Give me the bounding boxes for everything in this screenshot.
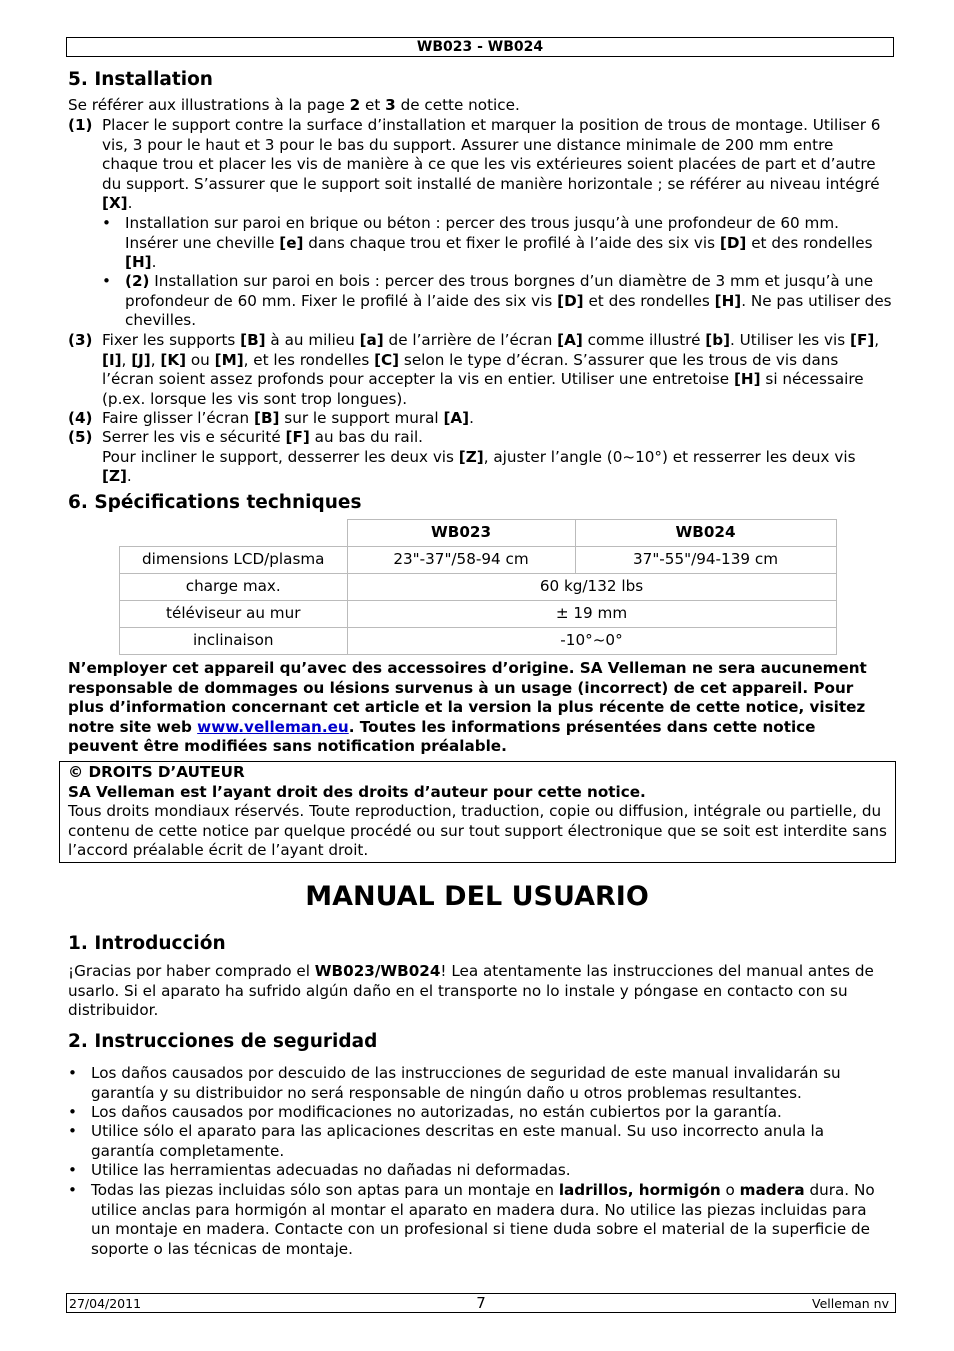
intro-paragraph-es: ¡Gracias por haber comprado el WB023/WB024! Lea atentamente las instrucciones del manual antes de usarlo. Si el aparato ha sufrido algún daño en el transporte no lo instale y póngase en contacto con su distribuidor. [68, 962, 874, 1019]
table-row: charge max. 60 kg/132 lbs [120, 574, 837, 601]
table-row: dimensions LCD/plasma 23"-37"/58-94 cm 37"-55"/94-139 cm [120, 547, 837, 574]
copyright-title: © DROITS D’AUTEUR [68, 763, 245, 781]
table-row: inclinaison -10°~0° [120, 628, 837, 655]
specs-heading: 6. Spécifications techniques [68, 492, 362, 513]
bullet-icon: • [68, 1103, 77, 1121]
copyright-subtitle: SA Velleman est l’ayant droit des droits d’auteur pour cette notice. [68, 782, 646, 801]
installation-heading: 5. Installation [68, 69, 213, 90]
spec-col-wb023: WB023 [347, 520, 575, 547]
installation-intro: Se référer aux illustrations à la page 2 et 3 de cette notice. [68, 96, 520, 114]
step-3: (3) Fixer les supports [B] à au milieu [a] de l’arrière de l’écran [A] comme illustré [b]. Utiliser les vis [F], [I], [J], [K] ou [M], et les rondelles [C] selon le type d’écran. S’assurer que les trous de vis dans l’écran soient assez profonds pour accepter la vis en entier. Utiliser une entretoise [H] si nécessaire (p.ex. lorsque les vis sont trop longues). [68, 331, 880, 408]
bullet-wood: • (2) Installation sur paroi en bois : percer des trous borgnes d’un diamètre de 3 mm et jusqu’à une profondeur de 60 mm. Fixer le profilé à l’aide des six vis [D] et des rondelles [H]. Ne pas utiliser des chevilles. [102, 272, 892, 329]
bullet-icon: • [68, 1161, 77, 1179]
bullet-icon: • [102, 214, 111, 232]
list-item: • Los daños causados por modificaciones no autorizadas, no están cubiertos por la garantía. [68, 1103, 782, 1121]
page-header [66, 37, 894, 57]
specs-table [119, 519, 837, 655]
bullet-brick: • Installation sur paroi en brique ou béton : percer des trous jusqu’à une profondeur de 60 mm. Insérer une cheville [e] dans chaque trou et fixer le profilé à l’aide des six vis [D] et des rondelles [H]. [102, 214, 873, 271]
list-item: • Utilice las herramientas adecuadas no dañadas ni deformadas. [68, 1161, 571, 1179]
page-footer [66, 1293, 896, 1313]
step-4: (4) Faire glisser l’écran [B] sur le support mural [A]. [68, 409, 474, 427]
velleman-link[interactable]: www.velleman.eu [197, 717, 349, 736]
step-5: (5) Serrer les vis e sécurité [F] au bas du rail. Pour incliner le support, desserrer les deux vis [Z], ajuster l’angle (0~10°) et resserrer les deux vis [Z]. [68, 428, 856, 485]
step-1: (1) Placer le support contre la surface d’installation et marquer la position de trous de montage. Utiliser 6 vis, 3 pour le haut et 3 pour le bas du support. Assurer une distance minimale de 200 mm entre chaque trou et placer les vis de manière à ce que les vis extérieures soient placées de part et d’autre du support. S’assurer que le support soit installé de manière horizontale ; se référer au niveau intégré [X]. [68, 116, 881, 212]
bullet-icon: • [102, 272, 111, 290]
footer-date: 27/04/2011 [69, 1296, 142, 1311]
table-row: téléviseur au mur ± 19 mm [120, 601, 837, 628]
list-item: • Todas las piezas incluidas sólo son aptas para un montaje en ladrillos, hormigón o madera dura. No utilice anclas para hormigón al montar el aparato en madera dura. No utilice las piezas incluidas para un montaje en madera. Contacte con un profesional si tiene duda sobre el material de la superficie de soporte o las técnicas de montaje. [68, 1181, 875, 1258]
list-item: • Utilice sólo el aparato para las aplicaciones descritas en este manual. Su uso incorrecto anula la garantía completamente. [68, 1122, 825, 1160]
bullet-icon: • [68, 1122, 77, 1140]
intro-heading-es: 1. Introducción [68, 933, 226, 954]
list-item: • Los daños causados por descuido de las instrucciones de seguridad de este manual invalidarán su garantía y su distribuidor no será responsable de ningún daño u otros problemas resultantes. [68, 1064, 841, 1102]
manual-title: MANUAL DEL USUARIO [305, 881, 649, 912]
footer-company: Velleman nv [812, 1296, 889, 1311]
page-number: 7 [476, 1294, 486, 1312]
bullet-icon: • [68, 1064, 77, 1082]
notice-paragraph: N’employer cet appareil qu’avec des accessoires d’origine. SA Velleman ne sera aucunement responsable de dommages ou lésions survenus à un usage (incorrect) de cet appareil. Pour plus d’information concernant cet article et la version la plus récente de cette notice, visitez notre site web www.velleman.eu. Toutes les informations présentées dans cette notice peuvent être modifiées sans notification préalable. [68, 659, 867, 755]
spec-col-wb024: WB024 [575, 520, 836, 547]
copyright-box [59, 761, 896, 863]
header-title: WB023 - WB024 [416, 39, 544, 55]
copyright-text: Tous droits mondiaux réservés. Toute reproduction, traduction, copie ou diffusion, intégrale ou partielle, du contenu de cette notice par quelque procédé ou sur tout support électronique que se soit est interdite sans l’accord préalable écrit de l’ayant droit. [68, 802, 887, 859]
bullet-icon: • [68, 1181, 77, 1199]
safety-heading-es: 2. Instrucciones de seguridad [68, 1031, 378, 1052]
